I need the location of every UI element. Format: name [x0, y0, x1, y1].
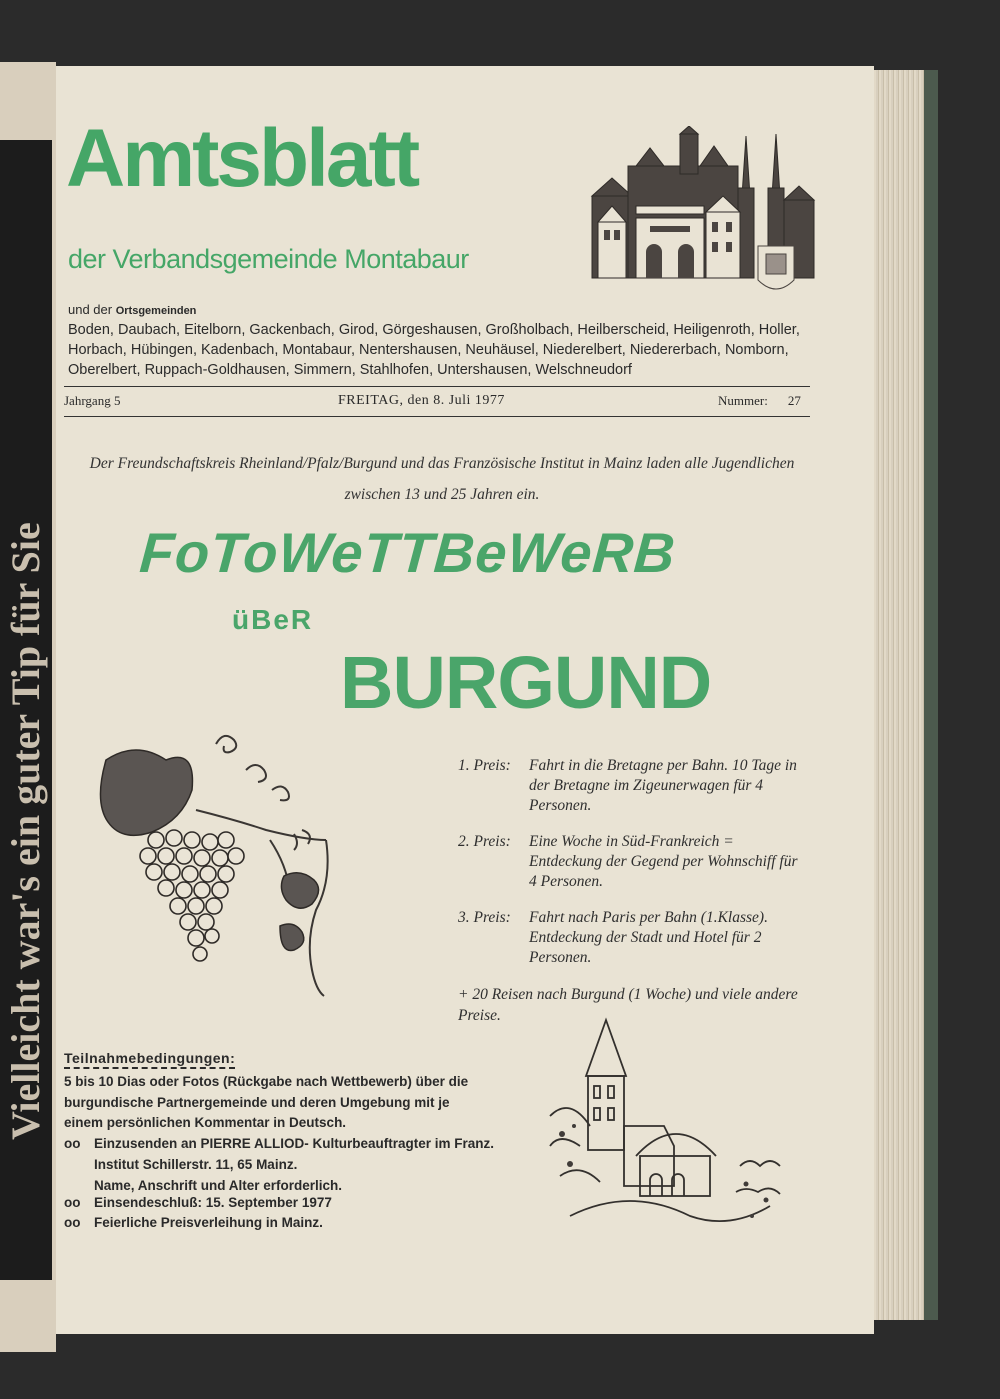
- prize-3-text: Fahrt nach Paris per Bahn (1.Klasse). Entdeckung der Stadt und Hotel für 2 Personen.: [529, 909, 768, 966]
- conditions-title: Teilnahmebedingungen:: [64, 1050, 235, 1069]
- rule-bottom: [64, 416, 810, 417]
- extra-prizes: + 20 Reisen nach Burgund (1 Woche) und viele andere Preise.: [458, 986, 798, 1024]
- prize-3-label: 3. Preis:: [458, 909, 511, 926]
- intro-text: Der Freundschaftskreis Rheinland/Pfalz/Burgund und das Französische Institut in Mainz laden alle Jugendlichen zwischen 13 und 25 Jahren ein.: [89, 455, 795, 503]
- condition-item: oo Einzusenden an PIERRE ALLIOD- Kulturbeauftragter im Franz.: [64, 1134, 494, 1155]
- masthead-subtitle: der Verbandsgemeinde Montabaur: [68, 244, 469, 274]
- jahrgang: Jahrgang 5: [64, 393, 121, 408]
- issue-date: FREITAG, den 8. Juli 1977: [338, 393, 505, 408]
- page-stack-edge: [866, 70, 924, 1320]
- condition-bullet: oo: [64, 1136, 81, 1151]
- condition-item: Name, Anschrift und Alter erforderlich.: [94, 1178, 343, 1193]
- book-cover-edge: [924, 70, 938, 1320]
- neighbour-page-strip: [0, 140, 52, 1280]
- prize-1-text: Fahrt in die Bretagne per Bahn. 10 Tage in der Bretagne im Zigeunerwagen für 4 Personen.: [529, 757, 797, 814]
- masthead-title: Amtsblatt: [66, 113, 418, 204]
- headline-burgund: BURGUND: [340, 641, 712, 724]
- condition-bullet: oo: [64, 1195, 81, 1210]
- issue-number: Nummer: 27: [718, 393, 801, 408]
- prize-2-label: 2. Preis:: [458, 833, 511, 850]
- conditions-body: 5 bis 10 Dias oder Fotos (Rückgabe nach Wettbewerb) über die burgundische Partnergemeinde und deren Umgebung mit je einem persönlichen Kommentar in Deutsch.: [64, 1074, 469, 1130]
- town-silhouette-illustration: [588, 126, 822, 310]
- condition-bullet: oo: [64, 1215, 81, 1230]
- church-illustration: [540, 1016, 790, 1238]
- condition-item: oo Feierliche Preisverleihung in Mainz.: [64, 1213, 494, 1234]
- und-der-label: und der Ortsgemeinden: [68, 302, 197, 317]
- grape-vine-illustration: [96, 730, 346, 1000]
- condition-item: oo Einsendeschluß: 15. September 1977: [64, 1193, 494, 1214]
- prize-2-text: Eine Woche in Süd-Frankreich = Entdeckung der Gegend per Wohnschiff für 4 Personen.: [529, 833, 798, 890]
- headline-fotowettbewerb: FoToWeTTBeWeRB: [137, 521, 678, 584]
- rule-top: [64, 386, 810, 387]
- neighbour-spine-text: Vielleicht war's ein guter Tip für Sie: [3, 522, 48, 1140]
- condition-item: Institut Schillerstr. 11, 65 Mainz.: [94, 1157, 298, 1172]
- headline-ueber: üBeR: [232, 604, 314, 635]
- prize-1-label: 1. Preis:: [458, 757, 511, 774]
- gemeinden-list: Boden, Daubach, Eitelborn, Gackenbach, Girod, Görgeshausen, Großholbach, Heilberscheid, Heiligenroth, Holler, Horbach, Hübingen, Kadenbach, Montabaur, Nentershausen, Neuhäusel, Niederelbert, Niedererbach, Nomborn, Oberelbert, Ruppach-Goldhausen, Simmern, Stahlhofen, Untershausen, Welschneudorf: [68, 322, 800, 378]
